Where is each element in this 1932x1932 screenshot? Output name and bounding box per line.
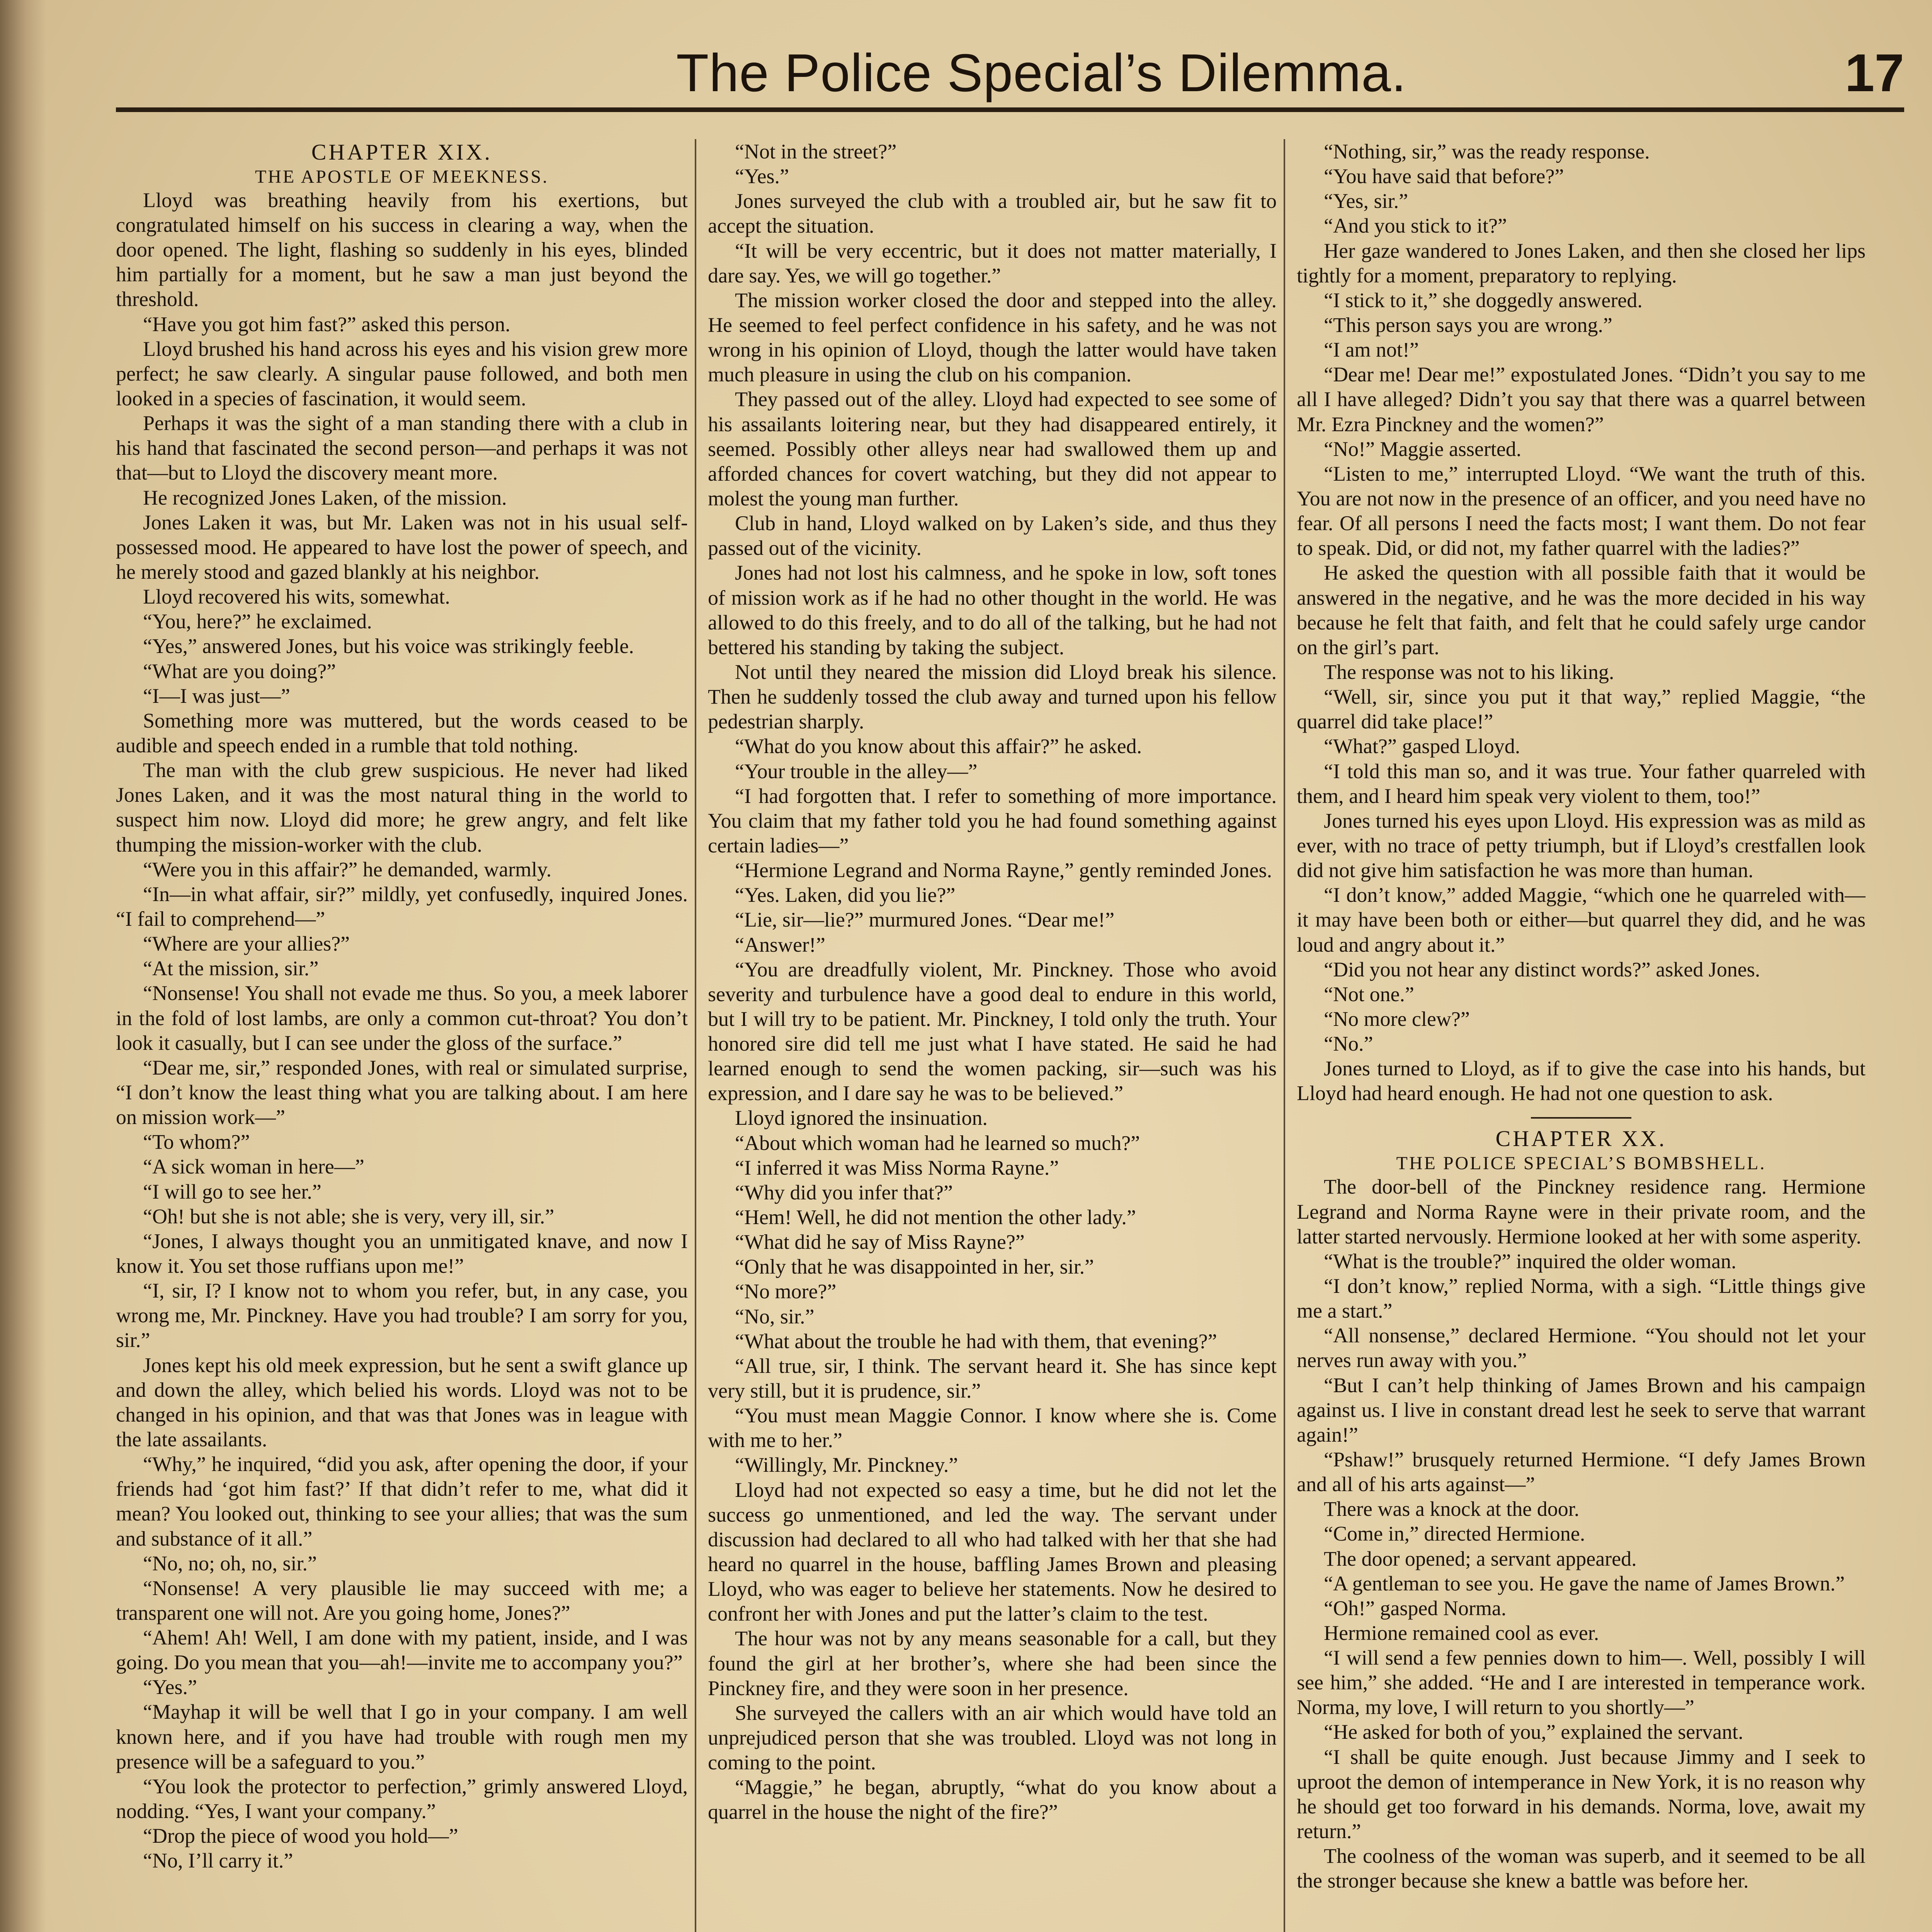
paragraph: “What are you doing?”: [143, 659, 336, 683]
paragraph: “At the mission, sir.”: [143, 957, 319, 980]
paragraph: “I told this man so, and it was true. Your father quarreled with them, and I heard him speak very violent to them, too!”: [1297, 759, 1866, 808]
paragraph: “And you stick to it?”: [1324, 214, 1507, 238]
running-header: [116, 23, 1904, 112]
paragraph: “Why did you infer that?”: [735, 1180, 953, 1204]
paragraph: Jones turned to Lloyd, as if to give the case into his hands, but Lloyd had heard enough. He had not one question to ask.: [1297, 1057, 1866, 1105]
chapter-heading: CHAPTER XX.: [1495, 1126, 1667, 1151]
paragraph: “Have you got him fast?” asked this person.: [143, 312, 510, 336]
paragraph: “I don’t know,” added Maggie, “which one he quarreled with—it may have been both or either—but quarrel they did, and he was loud and angry about it.”: [1297, 883, 1866, 956]
paragraph: Jones Laken it was, but Mr. Laken was not in his usual self-possessed mood. He appeared to have lost the power of speech, and he merely stood and gazed blankly at his neighbor.: [116, 510, 688, 584]
paragraph: “No, I’ll carry it.”: [143, 1849, 293, 1872]
paragraph: “Lie, sir—lie?” murmured Jones. “Dear me!”: [735, 908, 1115, 932]
paragraph: “Where are your allies?”: [143, 932, 350, 956]
paragraph: “What did he say of Miss Rayne?”: [735, 1230, 1025, 1254]
paragraph: “No, no; oh, no, sir.”: [143, 1551, 317, 1575]
paragraph: “Nothing, sir,” was the ready response.: [1324, 140, 1650, 163]
paragraph: “I inferred it was Miss Norma Rayne.”: [735, 1156, 1059, 1179]
paragraph: “I will go to see her.”: [143, 1180, 321, 1203]
paragraph: “I shall be quite enough. Just because Jimmy and I seek to uproot the demon of intemperance in New York, it is no reason why he should get too forward in his demands. Norma, love, await my return.”: [1297, 1745, 1866, 1843]
paragraph: He recognized Jones Laken, of the mission.: [143, 486, 507, 509]
paragraph: “Mayhap it will be well that I go in your company. I am well known here, and if you have had trouble with rough men my presence will be a safeguard to you.”: [116, 1700, 688, 1773]
paragraph: “Only that he was disappointed in her, sir.”: [735, 1255, 1094, 1279]
paragraph: Her gaze wandered to Jones Laken, and then she closed her lips tightly for a moment, preparatory to replying.: [1297, 239, 1866, 287]
paragraph: “It will be very eccentric, but it does not matter materially, I dare say. Yes, we will go together.”: [708, 239, 1277, 287]
paragraph: “You are dreadfully violent, Mr. Pinckney. Those who avoid severity and turbulence have a good deal to endure in this world, but I will try to be patient. Mr. Pinckney, I told only the truth. Your honored sire did tell me just what I have stated. He said he had learned enough to send the women packing, sir—such was his expression, and I dare say he was to be believed.”: [708, 957, 1277, 1105]
paragraph: “I will send a few pennies down to him—. Well, possibly I will see him,” she added. “He and I are interested in temperance work. Norma, my love, I will return to you shortly—”: [1297, 1646, 1866, 1719]
paragraph: “Nonsense! A very plausible lie may succeed with me; a transparent one will not. Are you going home, Jones?”: [116, 1576, 688, 1624]
paragraph: The coolness of the woman was superb, and it seemed to be all the stronger because she knew a battle was before her.: [1297, 1844, 1866, 1893]
paragraph: “Yes, sir.”: [1324, 189, 1408, 213]
paragraph: “In—in what affair, sir?” mildly, yet confusedly, inquired Jones. “I fail to comprehend—”: [116, 882, 688, 930]
paragraph: “Yes.”: [143, 1675, 197, 1699]
chapter-divider: [1531, 1117, 1631, 1119]
paragraph: “Not one.”: [1324, 982, 1414, 1006]
paragraph: Lloyd recovered his wits, somewhat.: [143, 585, 450, 609]
paragraph: “Willingly, Mr. Pinckney.”: [735, 1453, 958, 1477]
paragraph: The man with the club grew suspicious. He never had liked Jones Laken, and it was the most natural thing in the world to suspect him now. Lloyd did more; he grew angry, and felt like thumping the mission-worker with the club.: [116, 759, 688, 856]
paragraph: “You have said that before?”: [1324, 165, 1564, 188]
chapter-heading: CHAPTER XIX.: [311, 139, 493, 165]
paragraph: “All true, sir, I think. The servant heard it. She has since kept very still, but it is prudence, sir.”: [708, 1354, 1277, 1403]
paragraph: There was a knock at the door.: [1324, 1497, 1580, 1521]
paragraph: “Were you in this affair?” he demanded, warmly.: [143, 857, 552, 881]
paragraph: “Yes.”: [735, 165, 789, 188]
paragraph: “To whom?”: [143, 1130, 250, 1154]
chapter-title: THE APOSTLE OF MEEKNESS.: [255, 166, 549, 187]
paragraph: “Answer!”: [735, 933, 825, 956]
page-number: 17: [1845, 43, 1904, 103]
paragraph: Lloyd was breathing heavily from his exertions, but congratulated himself on his success in clearing a way, when the door opened. The light, flashing so suddenly in his eyes, blinded him partially for a moment, but he saw a man just beyond the threshold.: [116, 188, 688, 311]
paragraph: “Hermione Legrand and Norma Rayne,” gently reminded Jones.: [735, 859, 1272, 882]
paragraph: “What?” gasped Lloyd.: [1324, 735, 1520, 758]
paragraph: The mission worker closed the door and stepped into the alley. He seemed to feel perfect confidence in his safety, and he was not wrong in his opinion of Lloyd, though the latter would have taken much pleasure in using the club on his companion.: [708, 288, 1277, 386]
paragraph: “No more clew?”: [1324, 1007, 1470, 1031]
paragraph: “This person says you are wrong.”: [1324, 313, 1612, 337]
paragraph: She surveyed the callers with an air which would have told an unprejudiced person that she was troubled. Lloyd was not long in coming to the point.: [708, 1701, 1277, 1774]
paragraph: Jones turned his eyes upon Lloyd. His expression was as mild as ever, with no trace of petty triumph, but if Lloyd’s crestfallen look did not give him satisfaction he was more than human.: [1297, 809, 1866, 882]
paragraph: Club in hand, Lloyd walked on by Laken’s side, and thus they passed out of the vicinity.: [708, 512, 1277, 560]
paragraph: “Oh! but she is not able; she is very, very ill, sir.”: [143, 1204, 554, 1228]
paragraph: Hermione remained cool as ever.: [1324, 1621, 1599, 1645]
paragraph: Lloyd ignored the insinuation.: [735, 1106, 988, 1130]
paragraph: “Dear me, sir,” responded Jones, with real or simulated surprise, “I don’t know the least thing what you are talking about. I am here on mission work—”: [116, 1056, 688, 1129]
paragraph: “But I can’t help thinking of James Brown and his campaign against us. I live in constant dread lest he seek to serve that warrant again!”: [1297, 1373, 1866, 1446]
paragraph: The response was not to his liking.: [1324, 660, 1614, 684]
paragraph: “Nonsense! You shall not evade me thus. So you, a meek laborer in the fold of lost lambs, are only a common cut-throat? You don’t look it casually, but I can see under the gloss of the surface.”: [116, 981, 688, 1054]
paragraph: “Well, sir, since you put it that way,” replied Maggie, “the quarrel did take place!”: [1297, 685, 1866, 733]
paragraph: “I, sir, I? I know not to whom you refer, but, in any case, you wrong me, Mr. Pinckney. Have you had trouble? I am sorry for you, sir.”: [116, 1279, 688, 1352]
paragraph: “Maggie,” he began, abruptly, “what do you know about a quarrel in the house the night of the fire?”: [708, 1776, 1277, 1824]
paragraph: Something more was muttered, but the words ceased to be audible and speech ended in a rumble that told nothing.: [116, 709, 688, 757]
paragraph: “Yes. Laken, did you lie?”: [735, 883, 956, 907]
paragraph: “Your trouble in the alley—”: [735, 759, 978, 783]
running-title: The Police Special’s Dilemma.: [676, 43, 1407, 103]
paragraph: Jones had not lost his calmness, and he spoke in low, soft tones of mission work as if he had no other thought in the world. He was allowed to do this freely, and to do all of the talking, but he had not bettered his standing by taking the subject.: [708, 561, 1277, 659]
paragraph: “Oh!” gasped Norma.: [1324, 1596, 1507, 1620]
paragraph: “Jones, I always thought you an unmitigated knave, and now I know it. You set those ruffians upon me!”: [116, 1229, 688, 1277]
paragraph: “What is the trouble?” inquired the older woman.: [1324, 1249, 1736, 1273]
paragraph: “Listen to me,” interrupted Lloyd. “We want the truth of this. You are not now in the presence of an officer, and you need have no fear. Of all persons I need the facts most; I want them. Do not fear to speak. Did, or did not, my father quarrel with the ladies?”: [1297, 462, 1866, 560]
paragraph: “Dear me! Dear me!” expostulated Jones. “Didn’t you say to me all I have alleged? Didn’t you say that there was a quarrel between Mr. Ezra Pinckney and the women?”: [1297, 363, 1866, 436]
paragraph: “What do you know about this affair?” he asked.: [735, 735, 1142, 758]
paragraph: “All nonsense,” declared Hermione. “You should not let your nerves run away with you.”: [1297, 1324, 1866, 1372]
paragraph: “I don’t know,” replied Norma, with a sigh. “Little things give me a start.”: [1297, 1274, 1866, 1323]
paragraph: “No more?”: [735, 1280, 837, 1303]
page-spine-shadow: [0, 0, 46, 1932]
paragraph: “You look the protector to perfection,” grimly answered Lloyd, nodding. “Yes, I want your company.”: [116, 1774, 688, 1823]
paragraph: “Did you not hear any distinct words?” asked Jones.: [1324, 957, 1760, 981]
paragraph: “Pshaw!” brusquely returned Hermione. “I defy James Brown and all of his arts against—”: [1297, 1447, 1866, 1496]
text-columns: [116, 139, 1904, 1932]
paragraph: “Drop the piece of wood you hold—”: [143, 1824, 458, 1848]
paragraph: “Ahem! Ah! Well, I am done with my patient, inside, and I was going. Do you mean that you—ah!—invite me to accompany you?”: [116, 1626, 688, 1674]
paragraph: “No.”: [1324, 1032, 1373, 1056]
column-1: [116, 139, 688, 1932]
paragraph: “He asked for both of you,” explained the servant.: [1324, 1720, 1743, 1744]
paragraph: “Come in,” directed Hermione.: [1324, 1522, 1585, 1546]
paragraph: “A sick woman in here—”: [143, 1155, 364, 1179]
paragraph: “You, here?” he exclaimed.: [143, 610, 372, 633]
paragraph: The door-bell of the Pinckney residence rang. Hermione Legrand and Norma Rayne were in their private room, and the latter started nervously. Hermione looked at her with some asperity.: [1297, 1175, 1866, 1248]
paragraph: “I stick to it,” she doggedly answered.: [1324, 288, 1643, 312]
paragraph: “A gentleman to see you. He gave the name of James Brown.”: [1324, 1571, 1845, 1595]
column-2: [695, 139, 1277, 1932]
paragraph: Jones surveyed the club with a troubled air, but he saw fit to accept the situation.: [708, 189, 1277, 238]
paragraph: Not until they neared the mission did Lloyd break his silence. Then he suddenly tossed the club away and turned upon his fellow pedestrian sharply.: [708, 660, 1277, 733]
paragraph: “I am not!”: [1324, 338, 1419, 362]
paragraph: Lloyd had not expected so easy a time, but he did not let the success go unmentioned, and led the way. The servant under discussion had declared to all who had talked with her that she had heard no quarrel in the house, baffling James Brown and pleasing Lloyd, who was eager to believe her statements. Now he desired to confront her with Jones and put the latter’s claim to the test.: [708, 1478, 1277, 1626]
paragraph: Lloyd brushed his hand across his eyes and his vision grew more perfect; he saw clearly. A singular pause followed, and both men looked in a species of fascination, it would seem.: [116, 337, 688, 410]
paragraph: “What about the trouble he had with them, that evening?”: [735, 1329, 1217, 1353]
paragraph: Perhaps it was the sight of a man standing there with a club in his hand that fascinated the second person—and perhaps it was not that—but to Lloyd the discovery meant more.: [116, 412, 688, 485]
paragraph: “I—I was just—”: [143, 684, 290, 707]
paragraph: “No!” Maggie asserted.: [1324, 437, 1522, 461]
paragraph: “No, sir.”: [735, 1304, 815, 1328]
paragraph: “Why,” he inquired, “did you ask, after opening the door, if your friends had ‘got him fast?’ If that didn’t refer to me, what did it mean? You looked out, thinking to see your allies; that was the sum and substance of it all.”: [116, 1452, 688, 1550]
chapter-title: THE POLICE SPECIAL’S BOMBSHELL.: [1396, 1153, 1766, 1174]
column-3: [1284, 139, 1866, 1932]
paragraph: “You must mean Maggie Connor. I know where she is. Come with me to her.”: [708, 1404, 1277, 1452]
paragraph: “Hem! Well, he did not mention the other lady.”: [735, 1206, 1136, 1229]
paragraph: Jones kept his old meek expression, but he sent a swift glance up and down the alley, which belied his words. Lloyd was not to be changed in his opinion, and that was that Jones was in league with the late assailants.: [116, 1353, 688, 1451]
paragraph: He asked the question with all possible faith that it would be answered in the negative, and he was the more decided in his way because he felt that faith, and felt that he could safely urge candor on the girl’s part.: [1297, 561, 1866, 659]
paragraph: The hour was not by any means seasonable for a call, but they found the girl at her brother’s, where she had been since the Pinckney fire, and they were soon in her presence.: [708, 1627, 1277, 1700]
paragraph: “I had forgotten that. I refer to something of more importance. You claim that my father told you he had found something against certain ladies—”: [708, 784, 1277, 857]
paragraph: “About which woman had he learned so much?”: [735, 1131, 1140, 1155]
paragraph: “Yes,” answered Jones, but his voice was strikingly feeble.: [143, 634, 634, 658]
paragraph: They passed out of the alley. Lloyd had expected to see some of his assailants loitering near, but they had disappeared entirely, it seemed. Possibly other alleys near had swallowed them up and afforded chances for covert watching, but they did not appear to molest the young man further.: [708, 388, 1277, 510]
paragraph: The door opened; a servant appeared.: [1324, 1547, 1637, 1570]
paragraph: “Not in the street?”: [735, 140, 897, 163]
